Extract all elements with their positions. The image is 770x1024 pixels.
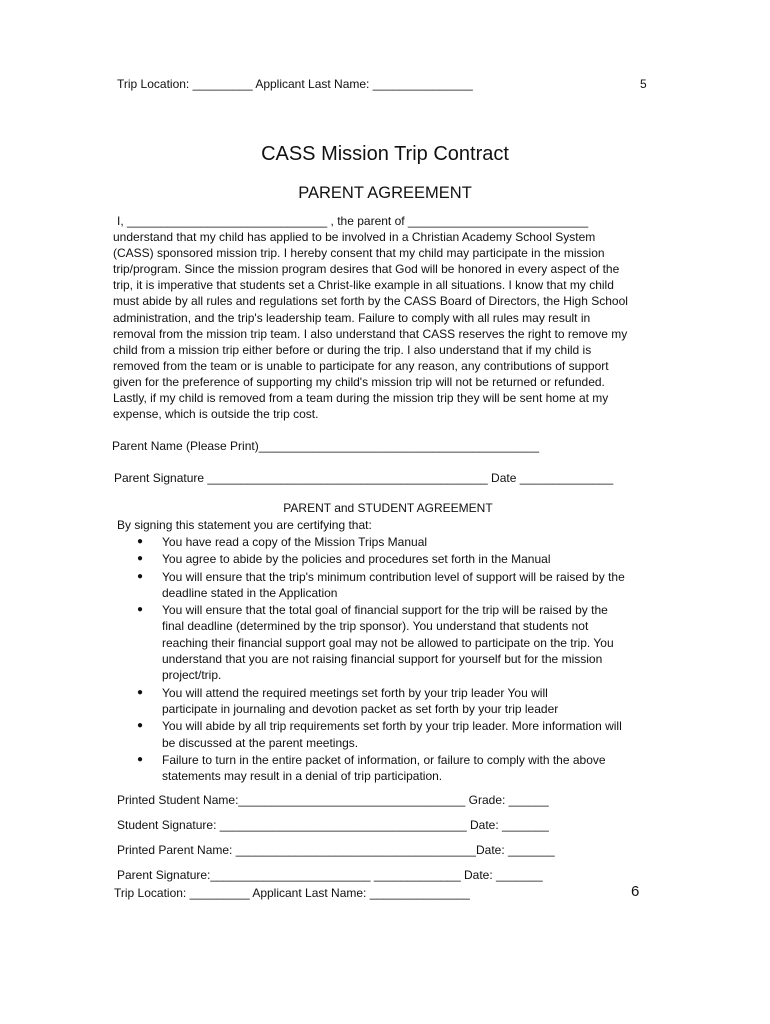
document-title: CASS Mission Trip Contract — [261, 143, 509, 165]
bullet-icon: ● — [137, 553, 144, 565]
footer-trip-location: Trip Location: _________ Applicant Last Name: _______________ — [114, 886, 470, 900]
list-item: ● You will ensure that the total goal of financial support for the trip will be raised by the final deadline (determined by the trip sponsor). You understand that students not reaching their financial support goal may not be allowed to participate on the trip. You understand that you are not raising financial support for yourself but for the mission project/trip. — [137, 603, 614, 683]
paragraph-line: given for the preference of supporting my child's mission trip will not be returned or refunded. — [113, 374, 605, 389]
paragraph-line: removed from the team or is unable to participate for any reason, any contributions of support — [113, 358, 609, 373]
section-title-parent-student-agreement: PARENT and STUDENT AGREEMENT — [283, 501, 493, 515]
list-item: ● You have read a copy of the Mission Trips Manual — [137, 535, 428, 549]
student-signature-field[interactable]: Student Signature: _____________________________________ Date: _______ — [117, 818, 549, 832]
bullet-icon: ● — [137, 753, 144, 765]
printed-student-name-field[interactable]: Printed Student Name:__________________________________ Grade: ______ — [117, 793, 549, 807]
header-trip-location: Trip Location: _________ Applicant Last Name: _______________ — [117, 77, 473, 91]
paragraph-line: removal from the mission trip team. I also understand that CASS reserves the right to remove my — [113, 326, 628, 341]
section-title-parent-agreement: PARENT AGREEMENT — [298, 184, 472, 202]
footer-page-number: 6 — [631, 883, 640, 900]
paragraph-line: trip/program. Since the mission program desires that God will be honored in every aspect of the — [113, 262, 620, 277]
paragraph-line: I, ______________________________ , the parent of ___________________________ — [117, 214, 589, 228]
list-item: ● You will ensure that the trip's minimum contribution level of support will be raised by the deadline stated in the Application — [137, 569, 625, 600]
list-item: ● Failure to turn in the entire packet of information, or failure to comply with the above statements may result in a denial of trip participation. — [137, 752, 606, 784]
paragraph-line: Lastly, if my child is removed from a team during the mission trip they will be sent home at my — [113, 391, 609, 406]
printed-parent-name-field[interactable]: Printed Parent Name: ____________________________________Date: _______ — [117, 843, 555, 857]
paragraph-line: must abide by all rules and regulations set forth by the CASS Board of Directors, the High School — [113, 294, 628, 309]
paragraph-line: understand that my child has applied to be involved in a Christian Academy School System — [113, 230, 596, 245]
list-item: ● You will abide by all trip requirements set forth by your trip leader. More information will be discussed at the parent meetings. — [137, 719, 622, 750]
certification-intro: By signing this statement you are certifying that: — [117, 518, 372, 532]
paragraph-line: expense, which is outside the trip cost. — [113, 407, 319, 422]
parent-name-print-field[interactable]: Parent Name (Please Print)__________________________________________ — [112, 439, 540, 453]
parent-agreement-paragraph — [113, 213, 661, 422]
paragraph-line: (CASS) sponsored mission trip. I hereby consent that my child may participate in the mission — [113, 246, 605, 261]
parent-signature-final-field[interactable]: Parent Signature:________________________ _____________ Date: _______ — [117, 868, 543, 882]
bullet-icon: ● — [137, 536, 144, 547]
paragraph-line: child from a mission trip either before or during the trip. I also understand that if my child is — [113, 342, 592, 357]
paragraph-line: administration, and the trip's leadership team. Failure to comply with all rules may result in — [113, 310, 591, 325]
paragraph-line: trip, it is imperative that students set a Christ-like example in all situations. I know that my child — [113, 278, 614, 293]
list-item: ● You agree to abide by the policies and procedures set forth in the Manual — [137, 552, 551, 567]
bullet-icon: ● — [137, 686, 144, 698]
bullet-icon: ● — [137, 720, 144, 732]
certification-list — [133, 534, 663, 785]
list-item: ● You will attend the required meetings set forth by your trip leader You will participate in journaling and devotion packet as set forth by your trip leader — [137, 685, 559, 716]
parent-signature-field[interactable]: Parent Signature __________________________________________ Date ______________ — [114, 471, 614, 485]
bullet-icon: ● — [137, 604, 144, 616]
bullet-icon: ● — [137, 570, 144, 582]
header-page-number: 5 — [640, 77, 647, 91]
